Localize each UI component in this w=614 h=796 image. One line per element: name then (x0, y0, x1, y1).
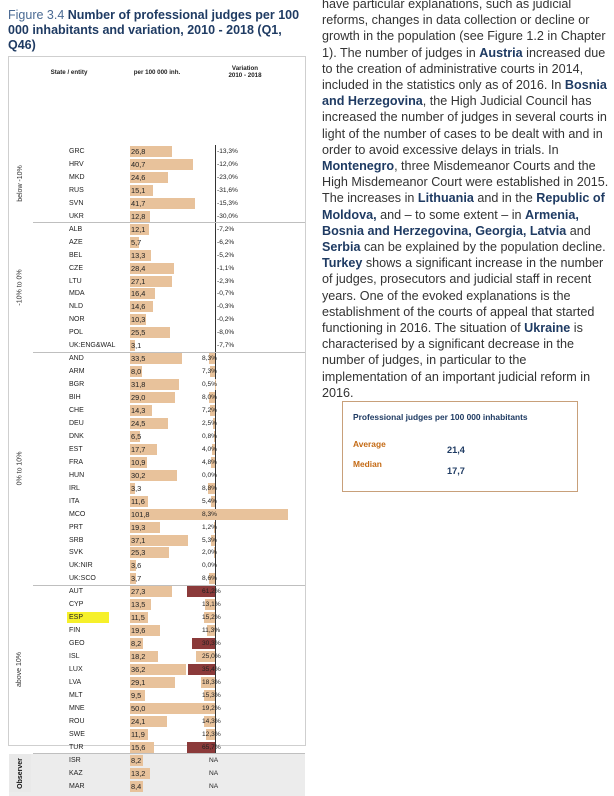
variation-value: 15,3% (202, 690, 221, 701)
variation-value: 8,8% (202, 483, 217, 494)
table-row (9, 391, 305, 404)
table-row (9, 715, 305, 728)
variation-value: 5,3% (202, 535, 217, 546)
per100k-value: 26,8 (131, 146, 145, 157)
per100k-value: 18,2 (131, 651, 145, 662)
row-state: GRC (69, 146, 85, 157)
variation-value: NA (209, 781, 218, 792)
variation-value: 15,2% (202, 612, 221, 623)
table-row (9, 572, 305, 585)
variation-value: -12,0% (217, 159, 238, 170)
variation-value: -30,0% (217, 211, 238, 222)
variation-value: -5,2% (217, 250, 234, 261)
text-bold-armenia: Armenia, Bosnia and Herzegovina, Georgia, Latvia (322, 208, 579, 238)
table-row (9, 534, 305, 547)
table-row (9, 637, 305, 650)
per100k-value: 13,3 (131, 250, 145, 261)
row-state: SVN (69, 198, 83, 209)
figure-number: Figure 3.4 (8, 8, 64, 22)
variation-value: -0,3% (217, 301, 234, 312)
variation-value: 25,0% (202, 651, 221, 662)
body-paragraph (322, 0, 614, 401)
row-state: SRB (69, 535, 83, 546)
row-state: HRV (69, 159, 84, 170)
row-state: LVA (69, 677, 81, 688)
per100k-value: 16,4 (131, 288, 145, 299)
variation-value: 5,4% (202, 496, 217, 507)
per100k-value: 13,2 (131, 768, 145, 779)
variation-value: -31,6% (217, 185, 238, 196)
table-row (9, 339, 305, 352)
variation-value: 11,3% (202, 625, 220, 636)
per100k-value: 41,7 (131, 198, 145, 209)
row-state: MLT (69, 690, 82, 701)
text-bold-moldova: Republic of Moldova, (322, 191, 605, 221)
row-state: PRT (69, 522, 83, 533)
text-run: have particular explanations, such as judicial reforms, changes in data collection or decline or growth in the population (see Figure 1.2 in Chapter 1). The number of judges in (322, 0, 606, 60)
variation-value: 8,0% (202, 392, 217, 403)
per100k-value: 3,1 (131, 340, 141, 351)
header-variation-line1: Variation (215, 65, 275, 72)
header-variation (215, 65, 275, 79)
text-run: , the High Judicial Council has increased the number of judges in several courts in light of the number of cases to be dealt with and in order to avoid excessive delays in trials. In (322, 94, 607, 157)
text-run: can be explained by the population decline. (361, 240, 606, 254)
table-row (9, 676, 305, 689)
table-row (9, 469, 305, 482)
variation-value: 2,5% (202, 418, 217, 429)
variation-value: -1,1% (217, 263, 234, 274)
per100k-value: 30,2 (131, 470, 145, 481)
row-state: CYP (69, 599, 83, 610)
text-run: , three Misdemeanor Courts and the High Misdemeanor Court were established in 2015. The increases in (322, 159, 608, 205)
table-row (9, 417, 305, 430)
variation-value: 0,0% (202, 560, 217, 571)
row-state: AND (69, 353, 84, 364)
figure-title: Number of professional judges per 100 000 inhabitants and variation, 2010 - 2018 (Q1, Q46) (8, 8, 299, 52)
per100k-value: 50,0 (131, 703, 145, 714)
per100k-value: 10,3 (131, 314, 145, 325)
table-row (9, 741, 305, 754)
figure-caption (8, 8, 308, 53)
per100k-value: 12,8 (131, 211, 145, 222)
table-row (9, 702, 305, 715)
text-bold-austria: Austria (479, 46, 522, 60)
average-label: Average (353, 439, 386, 449)
per100k-value: 12,1 (131, 224, 145, 235)
per100k-value: 24,5 (131, 418, 145, 429)
text-run: is characterised by a significant decrease in the number of judges, in particular to the implementation of an important judicial reform in 2016. (322, 321, 590, 400)
per100k-value: 33,5 (131, 353, 145, 364)
table-row (9, 482, 305, 495)
per100k-value: 5,7 (131, 237, 141, 248)
row-state: UK:ENG&WAL (69, 340, 115, 351)
row-state: SVK (69, 547, 83, 558)
table-row (9, 197, 305, 210)
variation-value: 0,0% (202, 470, 217, 481)
table-row (9, 378, 305, 391)
table-row (9, 171, 305, 184)
row-state: ESP (67, 612, 109, 623)
per100k-value: 15,1 (131, 185, 145, 196)
header-state: State / entity (39, 69, 99, 76)
group-label-text: above 10% (17, 652, 24, 687)
per100k-value: 9,5 (131, 690, 141, 701)
table-row (9, 352, 305, 365)
row-state: BGR (69, 379, 84, 390)
variation-value: -23,0% (217, 172, 238, 183)
table-row (9, 262, 305, 275)
per100k-value: 8,4 (131, 781, 141, 792)
table-row (9, 365, 305, 378)
header-per100k: per 100 000 inh. (117, 69, 197, 76)
row-state: NLD (69, 301, 83, 312)
table-row (9, 650, 305, 663)
row-state: BIH (69, 392, 81, 403)
average-value: 21,4 (447, 445, 465, 455)
variation-value: 65,7% (202, 742, 221, 753)
per100k-value: 37,1 (131, 535, 145, 546)
row-state: MAR (69, 781, 85, 792)
median-label: Median (353, 459, 382, 469)
table-row (9, 780, 305, 793)
row-state: ISL (69, 651, 80, 662)
group-divider (33, 222, 305, 223)
per100k-value: 40,7 (131, 159, 145, 170)
row-state: ISR (69, 755, 81, 766)
table-row (9, 456, 305, 469)
variation-value: -8,0% (217, 327, 234, 338)
per100k-value: 36,2 (131, 664, 145, 675)
table-row (9, 313, 305, 326)
per100k-value: 8,2 (131, 755, 141, 766)
row-state: MDA (69, 288, 85, 299)
variation-value: 0,5% (202, 379, 217, 390)
variation-value: 7,3% (202, 366, 217, 377)
table-row (9, 287, 305, 300)
table-row (9, 495, 305, 508)
text-run: and (566, 224, 591, 238)
variation-value: 13,1% (202, 599, 221, 610)
table-row (9, 210, 305, 223)
table-row (9, 430, 305, 443)
table-row (9, 754, 305, 767)
variation-value: -0,2% (217, 314, 234, 325)
group-divider (33, 352, 305, 353)
variation-value: 8,3% (202, 353, 217, 364)
row-state: DEU (69, 418, 84, 429)
table-row (9, 598, 305, 611)
group-divider (33, 585, 305, 586)
table-row (9, 611, 305, 624)
table-row (9, 508, 305, 521)
per100k-value: 15,6 (131, 742, 145, 753)
row-state: BEL (69, 250, 82, 261)
per100k-value: 6,5 (131, 431, 141, 442)
per100k-value: 27,3 (131, 586, 145, 597)
table-row (9, 767, 305, 780)
variation-value: -2,3% (217, 276, 234, 287)
table-row (9, 300, 305, 313)
row-state: FIN (69, 625, 80, 636)
table-row (9, 689, 305, 702)
row-state: MKD (69, 172, 85, 183)
summary-info-box (342, 401, 578, 492)
per100k-value: 17,7 (131, 444, 145, 455)
table-row (9, 275, 305, 288)
table-row (9, 443, 305, 456)
variation-value: 2,0% (202, 547, 217, 558)
row-state: FRA (69, 457, 83, 468)
per100k-value: 8,0 (131, 366, 141, 377)
variation-value: NA (209, 755, 218, 766)
judges-chart (8, 56, 306, 746)
variation-value: 1,2% (202, 522, 217, 533)
median-value: 17,7 (447, 466, 465, 476)
per100k-value: 101,8 (131, 509, 150, 520)
table-row (9, 223, 305, 236)
variation-value: 4,0% (202, 444, 217, 455)
per100k-value: 3,3 (131, 483, 141, 494)
row-state: CZE (69, 263, 83, 274)
row-state: AZE (69, 237, 83, 248)
per100k-value: 11,9 (131, 729, 145, 740)
per100k-value: 19,6 (131, 625, 145, 636)
row-state: UK:SCO (69, 573, 96, 584)
text-bold-turkey: Turkey (322, 256, 362, 270)
variation-value: NA (209, 768, 218, 779)
table-row (9, 585, 305, 598)
per100k-value: 8,2 (131, 638, 141, 649)
variation-value: -7,2% (217, 224, 234, 235)
per100k-value: 3,7 (131, 573, 141, 584)
text-bold-serbia: Serbia (322, 240, 361, 254)
variation-value: -15,3% (217, 198, 238, 209)
table-row (9, 663, 305, 676)
row-state: ROU (69, 716, 85, 727)
variation-value: 30,3% (202, 638, 221, 649)
variation-value: 12,3% (202, 729, 221, 740)
per100k-value: 25,3 (131, 547, 145, 558)
text-bold-bih: Bosnia and Herzegovina (322, 78, 607, 108)
per100k-value: 19,3 (131, 522, 145, 533)
per100k-value: 14,3 (131, 405, 145, 416)
per100k-value: 11,5 (131, 612, 145, 623)
variation-value: 14,3% (202, 716, 221, 727)
table-row (9, 326, 305, 339)
table-row (9, 404, 305, 417)
variation-value: 8,3% (202, 509, 217, 520)
row-state: LTU (69, 276, 82, 287)
per100k-value: 24,1 (131, 716, 145, 727)
row-state: GEO (69, 638, 85, 649)
text-bold-montenegro: Montenegro (322, 159, 394, 173)
variation-value: 8,6% (202, 573, 217, 584)
variation-value: 35,4% (202, 664, 221, 675)
per100k-value: 29,0 (131, 392, 145, 403)
table-row (9, 559, 305, 572)
per100k-value: 3,6 (131, 560, 141, 571)
variation-value: -7,7% (217, 340, 234, 351)
variation-value: -6,2% (217, 237, 234, 248)
per100k-value: 13,5 (131, 599, 145, 610)
row-state: MCO (69, 509, 85, 520)
variation-value: 4,8% (202, 457, 217, 468)
row-state: UK:NIR (69, 560, 93, 571)
per100k-value: 29,1 (131, 677, 145, 688)
row-state: ITA (69, 496, 79, 507)
table-row (9, 184, 305, 197)
group-label-text: Observer (17, 758, 24, 789)
per100k-value: 11,6 (131, 496, 145, 507)
row-state: EST (69, 444, 83, 455)
row-state: TUR (69, 742, 83, 753)
per100k-value: 25,5 (131, 327, 145, 338)
group-label-text: below -10% (17, 166, 24, 203)
variation-value: 61,2% (202, 586, 221, 597)
text-run: and – to some extent – in (377, 208, 525, 222)
row-state: RUS (69, 185, 84, 196)
row-state: ALB (69, 224, 82, 235)
row-state: DNK (69, 431, 84, 442)
row-state: MNE (69, 703, 85, 714)
row-state: LUX (69, 664, 83, 675)
per100k-value: 28,4 (131, 263, 145, 274)
table-row (9, 624, 305, 637)
row-state: SWE (69, 729, 85, 740)
row-state: IRL (69, 483, 80, 494)
header-variation-line2: 2010 - 2018 (215, 72, 275, 79)
variation-value: -0,7% (217, 288, 234, 299)
table-row (9, 521, 305, 534)
text-run: and in the (474, 191, 536, 205)
row-state: KAZ (69, 768, 83, 779)
row-state: CHE (69, 405, 84, 416)
table-row (9, 546, 305, 559)
text-run: shows a significant increase in the number of judges, prosecutors and judicial staff in recent years. One of the evoked explanations is the establishment of the courts of appeal that started functioning in 2016. The situation of (322, 256, 603, 335)
per100k-value: 27,1 (131, 276, 145, 287)
per100k-value: 14,6 (131, 301, 145, 312)
text-bold-ukraine: Ukraine (524, 321, 570, 335)
row-state: AUT (69, 586, 83, 597)
row-state: NOR (69, 314, 85, 325)
row-state: ARM (69, 366, 85, 377)
table-row (9, 236, 305, 249)
group-label-text: 0% to 10% (17, 452, 24, 486)
info-box-title: Professional judges per 100 000 inhabitants (353, 412, 528, 422)
variation-value: 19,2% (202, 703, 221, 714)
variation-value: -13,3% (217, 146, 238, 157)
text-bold-lithuania: Lithuania (418, 191, 474, 205)
body-text (322, 0, 614, 401)
group-divider (33, 753, 305, 754)
variation-value: 7,2% (202, 405, 217, 416)
row-state: POL (69, 327, 83, 338)
text-run: increased due to the creation of administrative courts in 2014, included in the statistics only as of 2016. In (322, 46, 605, 92)
table-row (9, 145, 305, 158)
row-state: HUN (69, 470, 84, 481)
row-state: UKR (69, 211, 84, 222)
per100k-value: 31,8 (131, 379, 145, 390)
group-label-text: -10% to 0% (17, 269, 24, 305)
table-row (9, 728, 305, 741)
variation-value: 18,3% (202, 677, 221, 688)
per100k-value: 24,6 (131, 172, 145, 183)
table-row (9, 158, 305, 171)
variation-value: 0,8% (202, 431, 217, 442)
per100k-value: 10,9 (131, 457, 145, 468)
table-row (9, 249, 305, 262)
